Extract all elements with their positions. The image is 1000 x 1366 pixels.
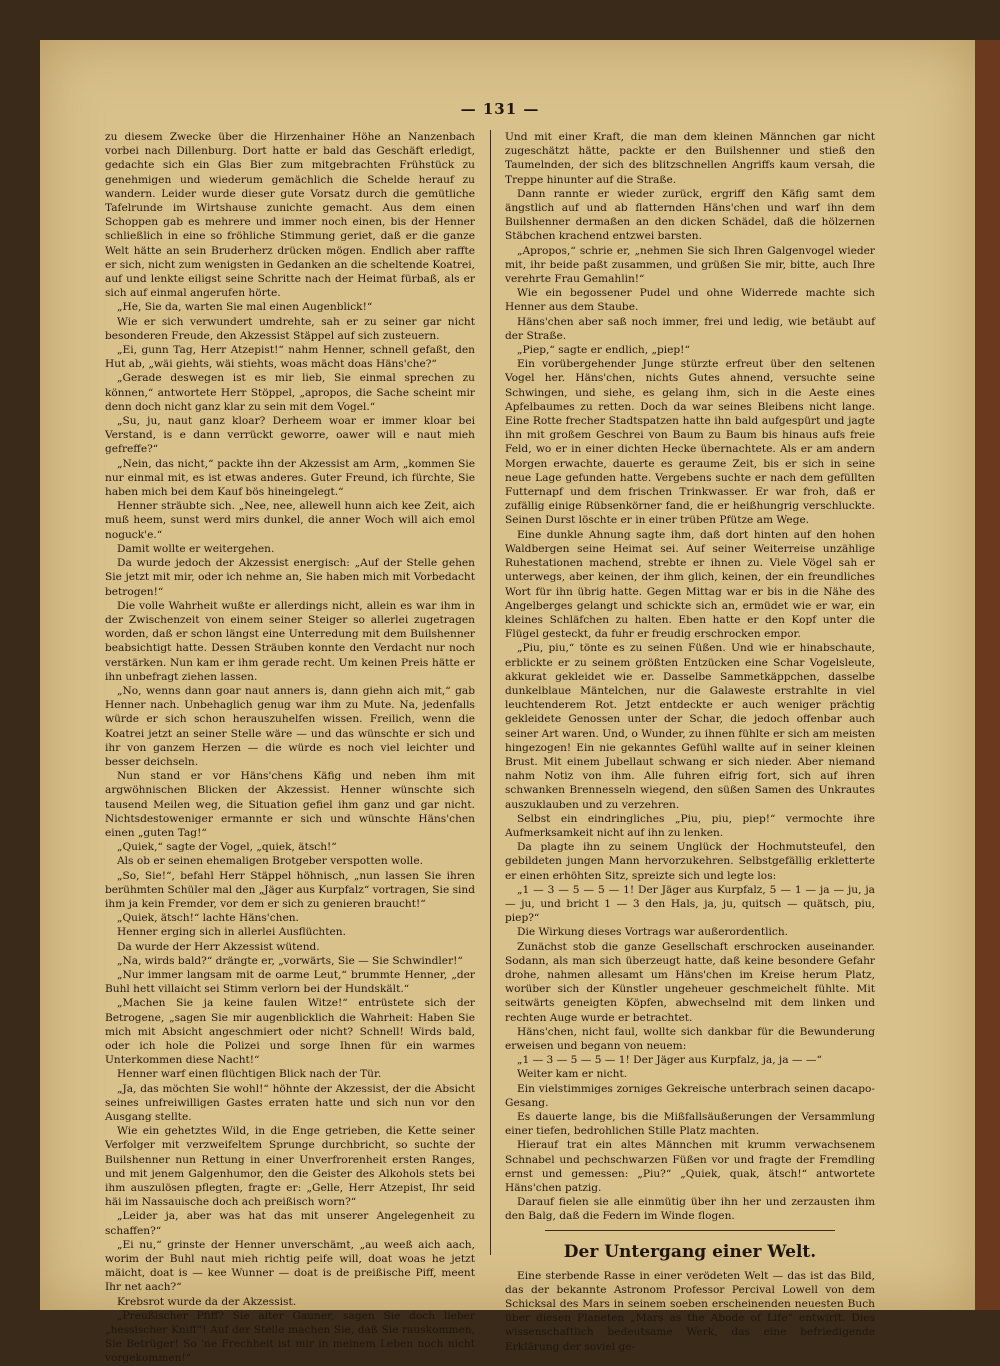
paragraph: Eine dunkle Ahnung sagte ihm, daß dort hinten auf den hohen Waldbergen seine Heimat sei. Auf seiner Weiterreise unzählige Ruhestationen machend, strebte er ihnen zu. Viele Vögel sah er unterwegs, aber keinen, der ihm glich, keinen, der ein freundliches Wort für ihn übrig hatte. Gegen Mittag war er bis in die Nähe des Angelberges gelangt und schickte sich an, ermüdet wie er war, ein kleines Schläfchen zu halten. Eben hatte er den Kopf unter die Flügel gesteckt, da fuhr er freudig erschrocken empor.	[505, 528, 875, 641]
paragraph: Da wurde der Herr Akzessist wütend.	[117, 940, 320, 953]
page-number: — 131 —	[460, 100, 540, 118]
paragraph: Und mit einer Kraft, die man dem kleinen Männchen gar nicht zugeschätzt hätte, packte er den Builshenner und stieß den Taumelnden, der sich des blitzschnellen Angriffs kaum versah, die Treppe hinunter auf die Straße.	[505, 131, 875, 186]
paragraph: „Su, ju, naut ganz kloar? Derheem woar er immer kloar bei Verstand, is e dann verrückt geworre, oawer will e naut mieh gefreffe?“	[105, 415, 475, 456]
paragraph: Es dauerte lange, bis die Mißfallsäußerungen der Versammlung einer tiefen, bedrohlichen Stille Platz machten.	[505, 1111, 875, 1138]
paragraph: „Leider ja, aber was hat das mit unserer Angelegenheit zu schaffen?“	[105, 1210, 475, 1237]
left-column	[105, 130, 476, 1365]
paragraph: „Nein, das nicht,“ packte ihn der Akzessist am Arm, „kommen Sie nur einmal mit, es ist etwas anderes. Guter Freund, ich fürchte, Sie haben mich bei dem Kauf bös hineingelegt.“	[105, 457, 475, 499]
article-paragraph: Eine sterbende Rasse in einer verödeten Welt — das ist das Bild, das der bekannte Astronom Professor Percival Lowell von dem Schicksal des Mars in seinem soeben erscheinenden neuesten Buch über diesen Planeten „Mars as the Abode of Life“ entwirft. Dies wissenschaftlich bedeutsame Werk, das eine befriedigende Erklärung der soviel ge-	[505, 1269, 875, 1353]
book-edge	[975, 40, 1000, 1310]
paragraph: Nun stand er vor Häns'chens Käfig und neben ihm mit argwöhnischen Blicken der Akzessist. Henner wünschte sich tausend Meilen weg, die Situation gefiel ihm ganz und gar nicht. Nichtsdestoweniger ermannte er sich und wünschte Häns'chen einen „guten Tag!“	[105, 770, 475, 839]
paragraph: Häns'chen, nicht faul, wollte sich dankbar für die Bewunderung erweisen und begann von neuem:	[505, 1025, 875, 1052]
paragraph: Ein vorübergehender Junge stürzte erfreut über den seltenen Vogel her. Häns'chen, nichts Gutes ahnend, versuchte seine Schwingen, und siehe, es gelang ihm, sich in die Aeste eines Apfelbaumes zu retten. Doch da war seines Bleibens nicht lange. Eine Rotte frecher Stadtspatzen hatte ihn bald aufgespürt und jagte ihn mit großem Geschrei von Baum zu Baum bis hinaus aufs freie Feld, wo er in einer dichten Hecke übernachtete. Als er am andern Morgen erwachte, dauerte es geraume Zeit, bis er sich in seine neue Lage gefunden hatte. Vergebens suchte er nach dem gefüllten Futternapf und dem frischen Trinkwasser. Er war froh, daß er zufällig einige Rübsenkörner fand, die er heißhungrig verschluckte. Seinen Durst löschte er in einer trüben Pfütze am Wege.	[505, 358, 875, 527]
paragraph: Die volle Wahrheit wußte er allerdings nicht, allein es war ihm in der Zwischenzeit von einem seiner Steiger so allerlei zugetragen worden, daß er schon längst eine Unterredung mit dem Builshenner beabsichtigt hatte. Dessen Sträuben konnte den Verdacht nur noch verstärken. Nun kam er ihm gerade recht. Um keinen Preis hätte er ihn unbefragt ziehen lassen.	[105, 599, 475, 683]
paragraph: Häns'chen aber saß noch immer, frei und ledig, wie betäubt auf der Straße.	[505, 315, 875, 342]
paragraph: Zunächst stob die ganze Gesellschaft erschrocken auseinander. Sodann, als man sich überzeugt hatte, daß keine besondere Gefahr drohe, nahmen allesamt um Häns'chen im Kreise herum Platz, worüber sich der Künstler ungeheuer geschmeichelt fühlte. Mit seitwärts geneigten Köpfen, abwechselnd mit dem linken und rechten Auge wurde er betrachtet.	[505, 940, 875, 1024]
paragraph: Wie ein begossener Pudel und ohne Widerrede machte sich Henner aus dem Staube.	[505, 287, 875, 314]
paragraph: „Piu, piu,“ tönte es zu seinen Füßen. Und wie er hinabschaute, erblickte er zu seinem größten Entzücken eine Schar Vogelsleute, akkurat gekleidet wie er. Dasselbe Sammetkäppchen, dasselbe dunkelblaue Mäntelchen, nur die Galaweste erstrahlte in viel leuchtenderem Rot. Jetzt entdeckte er auch weniger prächtig gekleidete Genossen unter der Schar, die jedoch offenbar auch seiner Art waren. Und, o Wunder, zu ihnen fühlte er sich am meisten hingezogen! Ein nie gekanntes Gefühl wallte auf in seiner kleinen Brust. Mit einem Jubellaut schwang er sich nieder. Aber niemand nahm Notiz von ihm. Alle fuhren eifrig fort, sich auf ihren schwanken Brennesseln wiegend, den süßen Samen des Unkrautes auszuklauben und zu verzehren.	[505, 642, 876, 811]
paragraph: „Ja, das möchten Sie wohl!“ höhnte der Akzessist, der die Absicht seines unfreiwilligen Gastes erraten hatte und sich nun vor den Ausgang stellte.	[105, 1082, 475, 1124]
paragraph: „So, Sie!“, befahl Herr Stäppel höhnisch, „nun lassen Sie ihren berühmten Schüler mal den „Jäger aus Kurpfalz“ vortragen, Sie sind ihm ja kein Fremder, vor dem er sich zu genieren braucht!“	[105, 869, 476, 910]
paragraph: „Gerade deswegen ist es mir lieb, Sie einmal sprechen zu können,“ antwortete Herr Stöppel, „apropos, die Sache scheint mir denn doch nicht ganz klar zu sein mit dem Vogel.“	[105, 372, 475, 413]
paragraph: Da plagte ihn zu seinem Unglück der Hochmutsteufel, den gebildeten jungen Mann hervorzukehren. Selbstgefällig erkletterte er einen erhöhten Sitz, spreizte sich und legte los:	[505, 841, 875, 882]
paragraph: „Machen Sie ja keine faulen Witze!“ entrüstete sich der Betrogene, „sagen Sie mir augenblicklich die Wahrheit: Haben Sie mich mit Absicht angeschmiert oder nicht? Schnell! Wirds bald, oder ich hole die Polizei und sorge Ihnen für ein warmes Unterkommen diese Nacht!“	[105, 997, 475, 1067]
section-rule	[545, 1230, 835, 1231]
paragraph: „1 — 3 — 5 — 5 — 1! Der Jäger aus Kurpfalz, ja, ja — —“	[517, 1054, 822, 1067]
paragraph: Henner warf einen flüchtigen Blick nach der Tür.	[117, 1068, 382, 1081]
paragraph: Hierauf trat ein altes Männchen mit krumm verwachsenem Schnabel und pechschwarzen Füßen vor und fragte der Fremdling ernst und gemessen: „Piu?“ „Quiek, quak, ätsch!“ antwortete Häns'chen patzig.	[505, 1139, 875, 1195]
paragraph: „1 — 3 — 5 — 5 — 1! Der Jäger aus Kurpfalz, 5 — 1 — ja — ju, ja — ju, und bricht 1 — 3 den Hals, ja, ju, quitsch — quätsch, piu, piep?“	[505, 883, 875, 925]
paragraph: Die Wirkung dieses Vortrags war außerordentlich.	[517, 926, 789, 939]
paragraph: „Quiek,“ sagte der Vogel, „quiek, ätsch!“	[117, 841, 337, 854]
paragraph: Ein vielstimmiges zorniges Gekreische unterbrach seinen dacapo-Gesang.	[505, 1082, 875, 1109]
paragraph: „Preußischer Pfiff? Sie alter Gauner, sagen Sie doch lieber „hessischer Kniff“! Auf der Stelle machen Sie, daß Sie rauskommen, Sie Betrüger! So 'ne Frechheit ist mir in meinem Leben noch nicht vorgekommen!“	[105, 1309, 475, 1365]
right-column	[505, 130, 876, 1353]
paragraph: Dann rannte er wieder zurück, ergriff den Käfig samt dem ängstlich auf und ab flatternden Häns'chen und warf ihn dem Builshenner dermaßen an den dicken Schädel, daß die hölzernen Stäbchen krachend entzwei barsten.	[505, 187, 875, 243]
paragraph: „Apropos,“ schrie er, „nehmen Sie sich Ihren Galgenvogel wieder mit, ihr beide paßt zusammen, und grüßen Sie mir, bitte, auch Ihre verehrte Frau Gemahlin!“	[505, 244, 875, 286]
paragraph: „He, Sie da, warten Sie mal einen Augenblick!“	[117, 301, 373, 314]
paragraph: Wie ein gehetztes Wild, in die Enge getrieben, die Kette seiner Verfolger mit verzweifeltem Sprunge durchbricht, so suchte der Builshenner nun Rettung in einer Unverfrorenheit ersten Ranges, und mit jenem Galgenhumor, den die Geister des Alkohols stets bei ihm auszulösen pflegten, fragte er: „Gelle, Herr Atzepist, Ihr seid häi im Nassauische doch ach preißisch worn?“	[105, 1125, 475, 1209]
paragraph: Weiter kam er nicht.	[517, 1068, 628, 1081]
paragraph: „Piep,“ sagte er endlich, „piep!“	[517, 344, 690, 357]
paragraph: Krebsrot wurde da der Akzessist.	[117, 1295, 297, 1308]
paragraph: Henner sträubte sich. „Nee, nee, allewell hunn aich kee Zeit, aich muß heem, sunst werd mirs dunkel, die anner Woch will aich emol noguck'e.“	[105, 500, 475, 541]
paragraph: Damit wollte er weitergehen.	[117, 542, 275, 555]
paragraph: „Nur immer langsam mit de oarme Leut,“ brummte Henner, „der Buhl hett villaicht sei Stimm verlorn bei der Hundskält.“	[105, 968, 475, 996]
paragraph: „Ei nu,“ grinste der Henner unverschämt, „au weeß aich aach, worim der Buhl naut mieh richtig peife will, doat woas he jetzt mäicht, doat is — kee Wunner — doat is de preißische Piff, meent Ihr net aach?“	[105, 1238, 475, 1294]
paragraph: „Ei, gunn Tag, Herr Atzepist!“ nahm Henner, schnell gefaßt, den Hut ab, „wäi giehts, wäi stiehts, woas mächt doas Häns'che?“	[105, 344, 475, 371]
paragraph: Selbst ein eindringliches „Piu, piu, piep!“ vermochte ihre Aufmerksamkeit nicht auf ihn zu lenken.	[505, 812, 875, 839]
article-heading: Der Untergang einer Welt.	[563, 1241, 817, 1262]
paragraph: Darauf fielen sie alle einmütig über ihn her und zerzausten ihm den Balg, daß die Federn im Winde flogen.	[505, 1196, 875, 1223]
paragraph: zu diesem Zwecke über die Hirzenhainer Höhe an Nanzenbach vorbei nach Dillenburg. Dort hatte er bald das Geschäft erledigt, gedachte sich ein Glas Bier zum mitgebrachten Frühstück zu genehmigen und wiederum gemächlich die Schelde herauf zu wandern. Leider wurde dieser gute Vorsatz durch die gemütliche Tafelrunde im Wirtshause zunichte gemacht. Aus dem einen Schoppen gab es mehrere und immer noch einen, bis der Henner schließlich in eine so fröhliche Stimmung geriet, daß er die ganze Welt hätte an sein Bruderherz drücken mögen. Endlich aber raffte er sich, nicht zum wenigsten in Gedanken an die scheltende Koatrei, auf und lenkte eiligst seine Schritte nach der Heimat fürbaß, als er sich auf einmal angerufen hörte.	[105, 131, 475, 300]
paragraph: „No, wenns dann goar naut anners is, dann giehn aich mit,“ gab Henner nach. Unbehaglich genug war ihm zu Mute. Na, jedenfalls würde er sich schon herauszuhelfen wissen. Freilich, wenn die Koatrei jetzt an seiner Stelle wäre — und das wünschte er sich und ihr von ganzem Herzen — die würde es noch viel leichter und besser deichseln.	[105, 684, 475, 768]
paragraph: Henner erging sich in allerlei Ausflüchten.	[117, 926, 346, 939]
paragraph: Wie er sich verwundert umdrehte, sah er zu seiner gar nicht besonderen Freude, den Akzessist Stäppel auf sich zusteuern.	[105, 315, 475, 342]
paragraph: „Quiek, ätsch!“ lachte Häns'chen.	[117, 912, 299, 925]
paragraph: Als ob er seinen ehemaligen Brotgeber verspotten wolle.	[117, 855, 423, 868]
paragraph: „Na, wirds bald?“ drängte er, „vorwärts, Sie — Sie Schwindler!“	[117, 954, 463, 967]
column-divider	[490, 130, 491, 1255]
paragraph: Da wurde jedoch der Akzessist energisch: „Auf der Stelle gehen Sie jetzt mit mir, oder ich nehme an, Sie haben mich mit Vorbedacht betrogen!“	[105, 557, 475, 598]
